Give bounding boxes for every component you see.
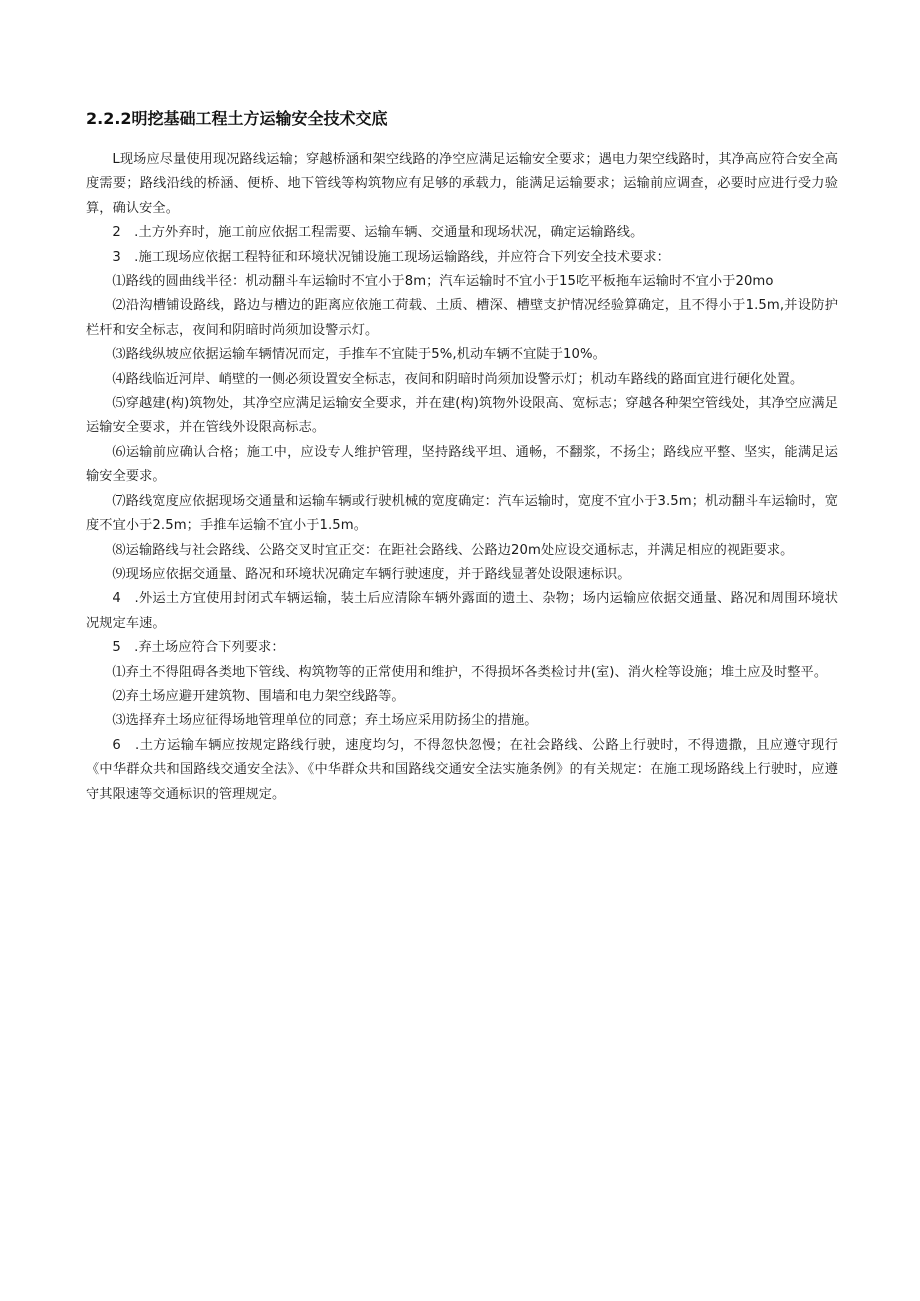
paragraph-6: 6 .土方运输车辆应按规定路线行驶，速度均匀，不得忽快忽慢；在社会路线、公路上行驶时，不得遗撒，且应遵守现行《中华群众共和国路线交通安全法》、《中华群众共和国路线交通安全法实施条例》的有关规定：在施工现场路线上行驶时，应遵守其限速等交通标识的管理规定。 — [86, 737, 838, 802]
paragraph-3-item-6: ⑹运输前应确认合格；施工中，应设专人维护管理，坚持路线平坦、通畅，不翻浆，不扬尘；路线应平整、坚实，能满足运输安全要求。 — [86, 444, 838, 485]
paragraph-5-item-2: ⑵弃土场应避开建筑物、围墙和电力架空线路等。 — [112, 688, 405, 704]
document-page — [86, 106, 838, 807]
paragraph-4: 4 .外运土方宜使用封闭式车辆运输，装土后应清除车辆外露面的遗土、杂物；场内运输应依据交通量、路况和周围环境状况规定车速。 — [86, 591, 838, 631]
paragraph-2: 2 .土方外弃时，施工前应依据工程需要、运输车辆、交通量和现场状况，确定运输路线。 — [112, 225, 644, 241]
paragraph-3-item-5: ⑸穿越建(构)筑物处，其净空应满足运输安全要求，并在建(构)筑物外设限高、宽标志；穿越各种架空管线处，其净空应满足运输安全要求，并在管线外设限高标志。 — [86, 396, 838, 436]
paragraph-3-item-1: ⑴路线的圆曲线半径：机动翻斗车运输时不宜小于8m；汽车运输时不宜小于15吃平板拖车运输时不宜小于20mo — [112, 274, 774, 290]
paragraph-3-item-8: ⑻运输路线与社会路线、公路交叉时宜正交：在距社会路线、公路边20m处应设交通标志，并满足相应的视距要求。 — [112, 542, 794, 558]
paragraph-3-item-4: ⑷路线临近河岸、峭壁的一侧必须设置安全标志，夜间和阴暗时尚须加设警示灯；机动车路线的路面宜进行硬化处置。 — [112, 371, 804, 387]
paragraph-3: 3 .施工现场应依据工程特征和环境状况铺设施工现场运输路线，并应符合下列安全技术要求： — [112, 249, 670, 265]
paragraph-1: L现场应尽量使用现况路线运输；穿越桥涵和架空线路的净空应满足运输安全要求；遇电力架空线路时，其净高应符合安全高度需要；路线沿线的桥涵、便桥、地下管线等构筑物应有足够的承载力，能满足运输要求；运输前应调查，必要时应进行受力验算，确认安全。 — [86, 152, 838, 216]
paragraph-5: 5 .弃土场应符合下列要求： — [112, 640, 285, 656]
paragraph-5-item-3: ⑶选择弃土场应征得场地管理单位的同意；弃土场应采用防扬尘的措施。 — [112, 713, 538, 729]
paragraph-3-item-7: ⑺路线宽度应依据现场交通量和运输车辆或行驶机械的宽度确定：汽车运输时，宽度不宜小于3.5m；机动翻斗车运输时，宽度不宜小于2.5m；手推车运输不宜小于1.5m。 — [86, 493, 838, 534]
paragraph-3-item-3: ⑶路线纵坡应依据运输车辆情况而定，手推车不宜陡于5%,机动车辆不宜陡于10%。 — [112, 347, 606, 363]
paragraph-3-item-2: ⑵沿沟槽铺设路线，路边与槽边的距离应依施工荷载、土质、槽深、槽壁支护情况经验算确定，且不得小于1.5m,并设防护栏杆和安全标志，夜间和阴暗时尚须加设警示灯。 — [86, 298, 838, 338]
section-heading: 2.2.2明挖基础工程土方运输安全技术交底 — [86, 109, 388, 128]
paragraph-3-item-9: ⑼现场应依据交通量、路况和环境状况确定车辆行驶速度，并于路线显著处设限速标识。 — [112, 566, 631, 582]
paragraph-5-item-1: ⑴弃土不得阻碍各类地下管线、构筑物等的正常使用和维护，不得损坏各类检讨井(室)、消火栓等设施；堆土应及时整平。 — [112, 664, 828, 680]
